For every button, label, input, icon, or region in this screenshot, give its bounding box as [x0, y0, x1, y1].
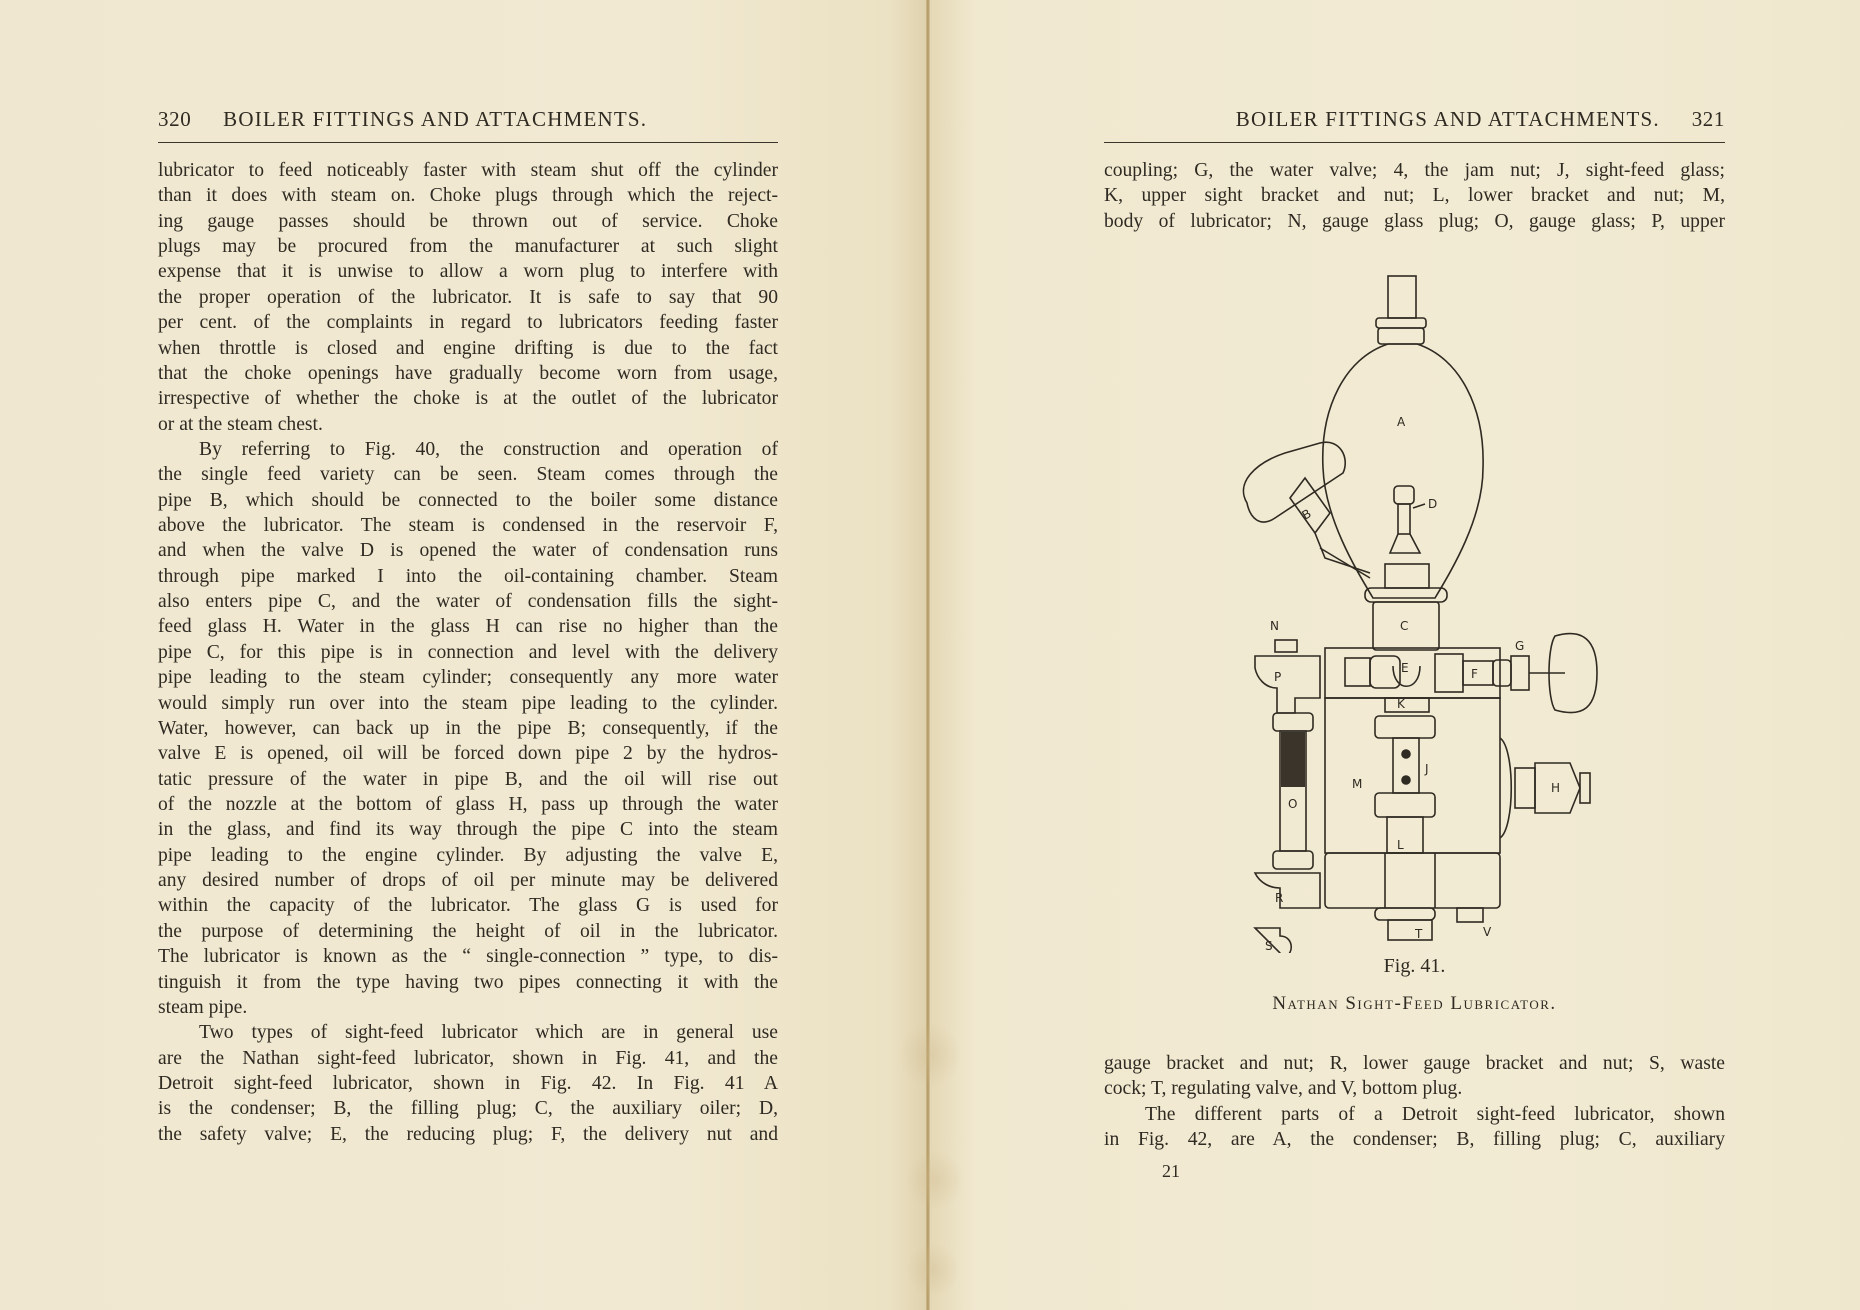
- figure-label-k: K: [1397, 697, 1405, 711]
- text-line: By referring to Fig. 40, the construction and operation of: [199, 438, 778, 460]
- text-line: body of lubricator; N, gauge glass plug; O, gauge glass; P, upper: [1104, 210, 1725, 232]
- text-line: pipe C, for this pipe is in connection and level with the delivery: [158, 641, 778, 663]
- text-line: through pipe marked I into the oil-containing chamber. Steam: [158, 565, 778, 587]
- text-line: the proper operation of the lubricator. It is safe to say that 90: [158, 286, 778, 308]
- text-line: The different parts of a Detroit sight-feed lubricator, shown: [1145, 1103, 1725, 1125]
- figure-label-o: O: [1288, 797, 1298, 811]
- text-line: or at the steam chest.: [158, 413, 323, 435]
- book-spine: [926, 0, 930, 1310]
- text-line: plugs may be procured from the manufacturer at such slight: [158, 236, 778, 258]
- left-running-head: [158, 107, 778, 133]
- right-running-head: [1104, 107, 1725, 133]
- text-line: any desired number of drops of oil per minute may be delivered: [158, 870, 778, 892]
- text-line: pipe leading to the steam cylinder; consequently any more water: [158, 667, 778, 689]
- figure-label-c: C: [1400, 619, 1409, 633]
- text-line: than it does with steam on. Choke plugs through which the reject-: [158, 185, 778, 207]
- text-line: the safety valve; E, the reducing plug; F, the delivery nut and: [158, 1123, 778, 1145]
- text-line: pipe B, which should be connected to the boiler some distance: [158, 489, 778, 511]
- text-line: The lubricator is known as the “ single-connection ” type, to dis-: [158, 946, 778, 968]
- text-line: feed glass H. Water in the glass H can rise no higher than the: [158, 616, 778, 638]
- text-line: gauge bracket and nut; R, lower gauge bracket and nut; S, waste: [1104, 1053, 1725, 1074]
- text-line: Two types of sight-feed lubricator which are in general use: [199, 1022, 778, 1044]
- text-line: above the lubricator. The steam is condensed in the reservoir F,: [158, 515, 778, 537]
- figure-label-f: F: [1471, 667, 1478, 681]
- paper-stain: [908, 1240, 958, 1300]
- text-line: tinguish it from the type having two pipes connecting it with the: [158, 971, 778, 993]
- signature-mark: 21: [1162, 1161, 1180, 1181]
- text-line: the single feed variety can be seen. Steam comes through the: [158, 464, 778, 486]
- paper-stain: [905, 1150, 965, 1210]
- right-body-text-bottom: [1104, 1051, 1725, 1152]
- figure-label-p: P: [1274, 670, 1282, 684]
- text-line: steam pipe.: [158, 996, 248, 1018]
- text-line: lubricator to feed noticeably faster with steam shut off the cylinder: [158, 160, 778, 181]
- figure-label-l: L: [1397, 838, 1404, 852]
- text-line: in Fig. 42, are A, the condenser; B, filling plug; C, auxiliary: [1104, 1129, 1725, 1151]
- page-number: 320: [158, 107, 192, 131]
- figure-label-n: N: [1270, 619, 1279, 633]
- text-line: the purpose of determining the height of oil in the lubricator.: [158, 920, 778, 942]
- figure-label-t: T: [1415, 927, 1423, 941]
- text-line: of the nozzle at the bottom of glass H, pass up through the water: [158, 793, 778, 815]
- text-line: per cent. of the complaints in regard to lubricators feeding faster: [158, 312, 778, 334]
- figure-caption: Nathan Sight-Feed Lubricator.: [1272, 993, 1557, 1014]
- figure-label-d: D: [1428, 497, 1438, 511]
- text-line: in the glass, and find its way through the pipe C into the steam: [158, 819, 778, 841]
- text-line: pipe leading to the engine cylinder. By adjusting the valve E,: [158, 844, 778, 866]
- figure-label-j: J: [1425, 762, 1429, 776]
- right-body-text-top: [1104, 158, 1725, 234]
- text-line: and when the valve D is opened the water of condensation runs: [158, 540, 778, 562]
- text-line: would simply run over into the steam pipe leading to the cylinder.: [158, 692, 778, 714]
- text-line: cock; T, regulating valve, and V, bottom plug.: [1104, 1078, 1463, 1100]
- figure-label-r: R: [1275, 891, 1284, 905]
- text-line: tatic pressure of the water in pipe B, and the oil will rise out: [158, 768, 778, 790]
- figure-label-m: M: [1352, 777, 1363, 791]
- figure-label-b: B: [1299, 506, 1314, 523]
- page-number: 321: [1691, 107, 1725, 131]
- text-line: irrespective of whether the choke is at the outlet of the lubricator: [158, 388, 778, 410]
- left-body-text: [158, 158, 778, 1147]
- figure-label-a: A: [1397, 415, 1406, 429]
- text-line: coupling; G, the water valve; 4, the jam nut; J, sight-feed glass;: [1104, 160, 1725, 181]
- figure-label-v: V: [1483, 925, 1492, 939]
- header-rule: [1104, 142, 1725, 143]
- paper-stain: [900, 1020, 960, 1090]
- text-line: expense that it is unwise to allow a worn plug to interfere with: [158, 261, 778, 283]
- text-line: ing gauge passes should be thrown out of service. Choke: [158, 210, 778, 232]
- header-rule: [158, 142, 778, 143]
- text-line: that the choke openings have gradually become worn from usage,: [158, 362, 778, 384]
- text-line: when throttle is closed and engine drifting is due to the fact: [158, 337, 778, 359]
- running-head-title: BOILER FITTINGS AND ATTACHMENTS.: [1235, 107, 1660, 131]
- figure-label-h: H: [1551, 781, 1561, 795]
- figure-label-s: S: [1265, 939, 1273, 953]
- running-head-title: BOILER FITTINGS AND ATTACHMENTS.: [223, 107, 648, 131]
- text-line: valve E is opened, oil will be forced down pipe 2 by the hydros-: [158, 743, 778, 765]
- text-line: K, upper sight bracket and nut; L, lower bracket and nut; M,: [1104, 185, 1725, 207]
- text-line: also enters pipe C, and the water of condensation fills the sight-: [158, 591, 778, 613]
- text-line: Water, however, can back up in the pipe B; consequently, if the: [158, 717, 778, 739]
- text-line: within the capacity of the lubricator. The glass G is used for: [158, 895, 778, 917]
- text-line: Detroit sight-feed lubricator, shown in Fig. 42. In Fig. 41 A: [158, 1072, 778, 1094]
- figure-label-g: G: [1515, 639, 1525, 653]
- text-line: is the condenser; B, the filling plug; C, the auxiliary oiler; D,: [158, 1098, 778, 1120]
- lubricator-diagram-labels: [1225, 268, 1605, 953]
- figure-number: Fig. 41.: [1383, 955, 1446, 977]
- figure-label-e: E: [1401, 661, 1409, 675]
- text-line: are the Nathan sight-feed lubricator, shown in Fig. 41, and the: [158, 1047, 778, 1069]
